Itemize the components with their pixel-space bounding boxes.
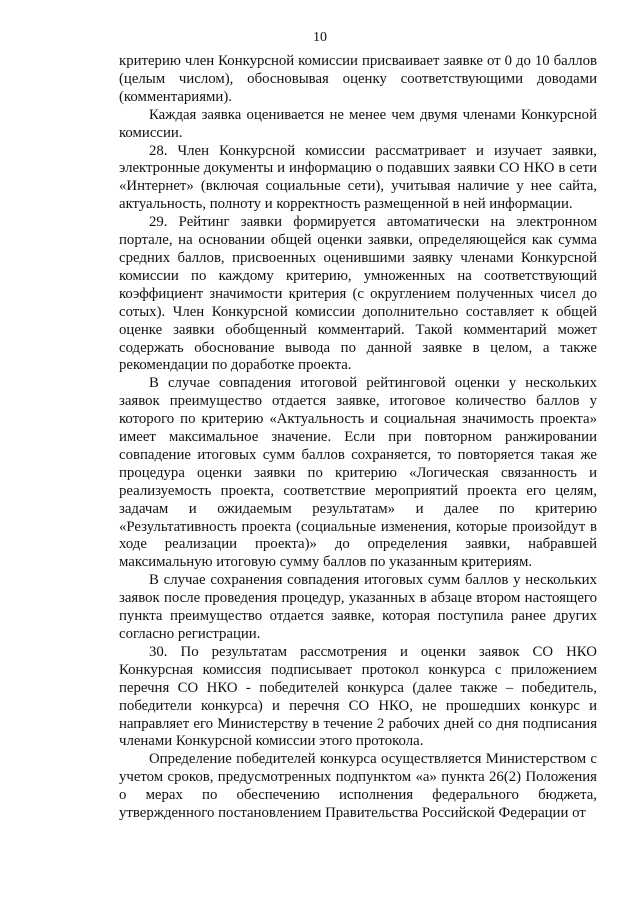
- paragraph-tie-break: В случае совпадения итоговой рейтинговой оценки у нескольких заявок преимущество отдается заявке, итоговое количество баллов у которого по критерию «Актуальность и социальная значимость проекта» имеет максимальное значение. Если при повторном ранжировании совпадение итоговых сумм баллов сохраняется, то повторяется такая же процедура оценки заявки по критерию «Логическая связанность и реализуемость проекта, соответствие мероприятий проекта его целям, задачам и ожидаемым результатам» и далее по критерию «Результативность проекта (социальные изменения, которые произойдут в ходе реализации проекта)» до определения заявки, набравшей максимальную итоговую сумму баллов по указанным критериям.: [119, 375, 597, 571]
- paragraph-continuation: критерию член Конкурсной комиссии присваивает заявке от 0 до 10 баллов (целым числом), обосновывая оценку соответствующими доводами (комментариями).: [119, 53, 597, 105]
- paragraph-winners-determination: Определение победителей конкурса осуществляется Министерством с учетом сроков, предусмотренных подпунктом «а» пункта 26(2) Положения о мерах по обеспечению исполнения федерального бюджета, утвержденного постановлением Правительства Российской Федерации от: [119, 751, 597, 822]
- page-number: 10: [313, 30, 327, 45]
- paragraph-tie-persist: В случае сохранения совпадения итоговых сумм баллов у нескольких заявок после проведения процедур, указанных в абзаце втором настоящего пункта преимущество отдается заявке, которая поступила ранее других согласно регистрации.: [119, 572, 597, 642]
- paragraph-28: 28. Член Конкурсной комиссии рассматривает и изучает заявки, электронные документы и информацию о подавших заявки СО НКО в сети «Интернет» (включая социальные сети), учитывая наличие у нее сайта, актуальность, полноту и корректность размещенной в ней информации.: [119, 142, 597, 213]
- paragraph-evaluation-members: Каждая заявка оценивается не менее чем двумя членами Конкурсной комиссии.: [119, 106, 597, 141]
- paragraph-30: 30. По результатам рассмотрения и оценки заявок СО НКО Конкурсная комиссия подписывает протокол конкурса с приложением перечня СО НКО - победителей конкурса (далее также – победитель, победители конкурса) и перечня СО НКО, не прошедших конкурс и направляет его Министерству в течение 2 рабочих дней со дня подписания членами Конкурсной комиссии этого протокола.: [119, 643, 597, 750]
- document-body: [119, 53, 597, 823]
- paragraph-29: 29. Рейтинг заявки формируется автоматически на электронном портале, на основании общей оценки заявки, определяющейся как сумма средних баллов, присвоенных оценившими заявку членами Конкурсной комиссии по каждому критерию, умноженных на соответствующий коэффициент значимости критерия (с округлением полученных чисел до сотых). Член Конкурсной комиссии дополнительно составляет к общей оценке заявки обобщенный комментарий. Такой комментарий может содержать обоснование вывода по данной заявке в целом, а также рекомендации по доработке проекта.: [119, 214, 597, 374]
